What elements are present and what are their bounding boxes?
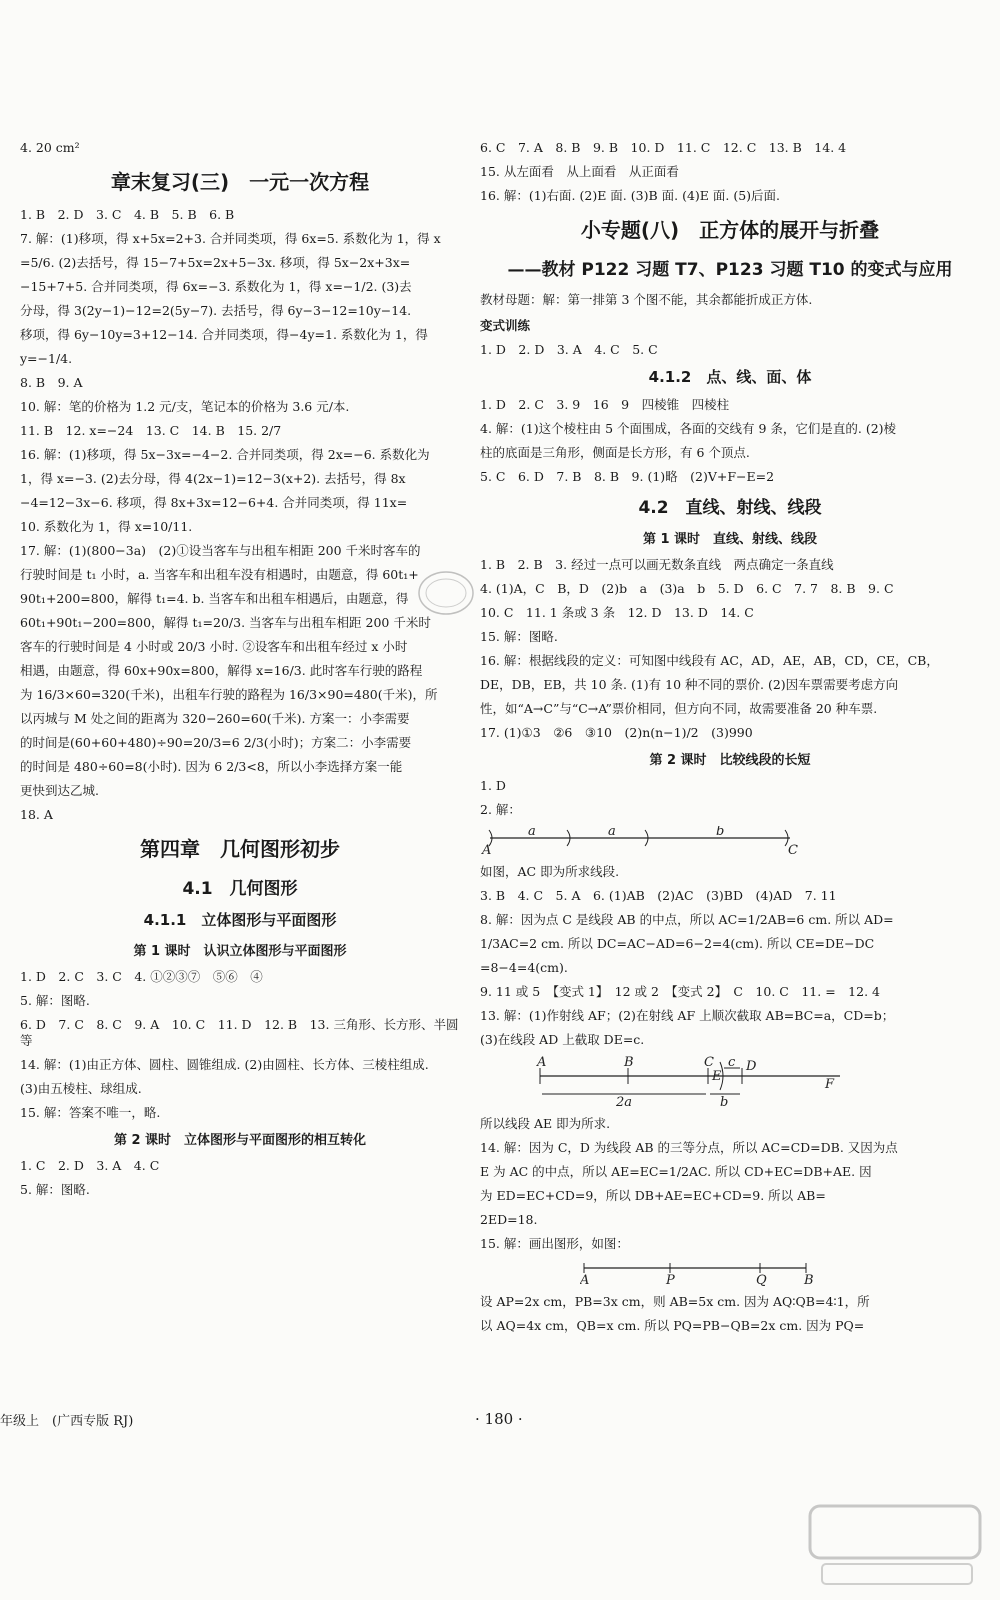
text-line: 为 ED=EC+CD=9，所以 DB+AE=EC+CD=9. 所以 AB=	[480, 1188, 826, 1203]
text-line: 10. 解：笔的价格为 1.2 元/支，笔记本的价格为 3.6 元/本.	[20, 399, 350, 414]
point-label-q: Q	[756, 1273, 767, 1286]
stamp-icon	[416, 568, 476, 618]
section-heading: 第四章 几何图形初步	[140, 837, 340, 861]
segment-label-b: b	[716, 826, 725, 839]
text-line: 设 AP=2x cm，PB=3x cm，则 AB=5x cm. 因为 AQ∶QB=4∶1，所	[480, 1294, 870, 1309]
text-line: 11. B 12. x=−24 13. C 14. B 15. 2/7	[20, 423, 282, 438]
dim-label-c: c	[728, 1056, 736, 1070]
section-heading: 章末复习(三) 一元一次方程	[110, 170, 370, 194]
text-line: 8. 解：因为点 C 是线段 AB 的中点，所以 AC=1/2AB=6 cm. 所以 AD=	[480, 912, 894, 927]
text-line: =5/6. (2)去括号，得 15−7+5x=2x+5−3x. 移项，得 5x−2x+3x=	[20, 255, 411, 270]
text-line: −15+7+5. 合并同类项，得 6x=−3. 系数化为 1，得 x=−1/2. (3)去	[20, 279, 412, 294]
section-heading: 第 1 课时 认识立体图形与平面图形	[133, 944, 347, 959]
text-line: DE，DB，EB，共 10 条. (1)有 10 种不同的票价. (2)因车票需要考虑方向	[480, 677, 899, 692]
text-line: 1. D	[480, 778, 506, 793]
point-label-f: F	[825, 1077, 835, 1092]
text-line: 90t₁+200=800，解得 t₁=4. b. 当客车和出租车相遇后，由题意，得	[20, 591, 409, 606]
footer-edition: 年级上 (广西专版 RJ)	[0, 1414, 134, 1429]
text-line: 5. 解：图略.	[20, 993, 90, 1008]
text-line: 15. 从左面看 从上面看 从正面看	[480, 164, 679, 179]
section-heading: ——教材 P122 习题 T7、P123 习题 T10 的变式与应用	[507, 260, 953, 280]
page-number: · 180 ·	[475, 1410, 523, 1428]
text-line: 16. 解：根据线段的定义：可知图中线段有 AC，AD，AE，AB，CD，CE，CB，	[480, 653, 939, 668]
segment-label-a: a	[608, 826, 616, 839]
text-line: 为 16/3×60=320(千米)，出租车行驶的路程为 16/3×90=480(千米)，所	[20, 687, 438, 702]
text-line: 所以线段 AE 即为所求.	[480, 1116, 611, 1131]
text-line: 4. (1)A，C B，D (2)b a (3)a b 5. D 6. C 7. 7 8. B 9. C	[480, 581, 894, 596]
text-line: =8−4=4(cm).	[480, 960, 568, 975]
section-label: 变式训练	[480, 318, 531, 333]
text-line: 9. 11 或 5 【变式 1】 12 或 2 【变式 2】 C 10. C 11. = 12. 4	[480, 984, 880, 999]
text-line: 8. B 9. A	[20, 375, 83, 390]
text-line: 更快到达乙城.	[20, 783, 99, 798]
right-column	[480, 140, 980, 1342]
text-line: 2ED=18.	[480, 1212, 538, 1227]
text-line: 15. 解：答案不唯一，略.	[20, 1105, 161, 1120]
text-line: 1. B 2. B 3. 经过一点可以画无数条直线 两点确定一条直线	[480, 557, 834, 572]
text-line: 16. 解：(1)移项，得 5x−3x=−4−2. 合并同类项，得 2x=−6. 系数化为	[20, 447, 430, 462]
segment-diagram-apqb	[580, 1260, 910, 1286]
text-line: 15. 解：画出图形，如图：	[480, 1236, 629, 1251]
text-line: 5. 解：图略.	[20, 1182, 90, 1197]
text-line: 的时间是(60+60+480)÷90=20/3=6 2/3(小时)；方案二：小李需要	[20, 735, 412, 750]
text-line: −4=12−3x−6. 移项，得 8x+3x=12−6+4. 合并同类项，得 11x=	[20, 495, 408, 510]
text-line: 13. 解：(1)作射线 AF；(2)在射线 AF 上顺次截取 AB=BC=a，CD=b；	[480, 1008, 895, 1023]
point-label-p: P	[666, 1273, 675, 1286]
text-line: 17. (1)①3 ②6 ③10 (2)n(n−1)/2 (3)990	[480, 725, 753, 740]
text-line: 14. 解：(1)由正方体、圆柱、圆锥组成. (2)由圆柱、长方体、三棱柱组成.	[20, 1057, 429, 1072]
segment-diagram-1	[480, 826, 810, 856]
text-line: 1. D 2. C 3. 9 16 9 四棱锥 四棱柱	[480, 397, 730, 412]
text-line: 的时间是 480÷60=8(小时). 因为 6 2/3<8，所以小李选择方案一能	[20, 759, 403, 774]
text-line: 10. C 11. 1 条或 3 条 12. D 13. D 14. C	[480, 605, 754, 620]
text-line: y=−1/4.	[20, 351, 73, 366]
text-line: 1. C 2. D 3. A 4. C	[20, 1158, 160, 1173]
section-heading: 4.2 直线、射线、线段	[638, 498, 822, 518]
point-label-d: D	[746, 1059, 757, 1074]
text-line: 18. A	[20, 807, 53, 822]
text-line: (3)在线段 AD 上截取 DE=c.	[480, 1032, 645, 1047]
text-line: 以丙城与 M 处之间的距离为 320−260=60(千米). 方案一：小李需要	[20, 711, 410, 726]
text-line: 行驶时间是 t₁ 小时，a. 当客车和出租车没有相遇时，由题意，得 60t₁+	[20, 567, 419, 582]
dim-label-b: b	[720, 1095, 729, 1108]
text-line: 如图，AC 即为所求线段.	[480, 864, 620, 879]
point-label-a: A	[482, 843, 492, 856]
text-line: 1/3AC=2 cm. 所以 DC=AC−AD=6−2=4(cm). 所以 CE=DE−DC	[480, 936, 875, 951]
text-line: E 为 AC 的中点，所以 AE=EC=1/2AC. 所以 CD+EC=DB+AE. 因	[480, 1164, 872, 1179]
text-line: 性，如“A→C”与“C→A”票价相同，但方向不同，故需要准备 20 种车票.	[480, 701, 878, 716]
text-line: 5. C 6. D 7. B 8. B 9. (1)略 (2)V+F−E=2	[480, 469, 775, 484]
point-label-e: E	[712, 1069, 722, 1084]
text-line: 1. D 2. D 3. A 4. C 5. C	[480, 342, 658, 357]
text-line: 教材母题：解：第一排第 3 个图不能，其余都能折成正方体.	[480, 292, 813, 307]
point-label-c: C	[788, 843, 798, 856]
point-label-c: C	[704, 1056, 714, 1070]
watermark-logo-icon	[800, 1500, 990, 1590]
text-line: 17. 解：(1)(800−3a) (2)①设当客车与出租车相距 200 千米时客车的	[20, 543, 421, 558]
text-line: 4. 解：(1)这个棱柱由 5 个面围成，各面的交线有 9 条，它们是直的. (2)棱	[480, 421, 897, 436]
text-line: 柱的底面是三角形，侧面是长方形，有 6 个顶点.	[480, 445, 750, 460]
text-line: 1. B 2. D 3. C 4. B 5. B 6. B	[20, 207, 235, 222]
text-line: 以 AQ=4x cm，QB=x cm. 所以 PQ=PB−QB=2x cm. 因为 PQ=	[480, 1318, 865, 1333]
text-line: 15. 解：图略.	[480, 629, 558, 644]
point-label-b: B	[804, 1273, 814, 1286]
text-line: 客车的行驶时间是 4 小时或 20/3 小时. ②设客车和出租车经过 x 小时	[20, 639, 408, 654]
section-heading: 第 2 课时 立体图形与平面图形的相互转化	[113, 1133, 367, 1148]
section-heading: 4.1 几何图形	[182, 879, 298, 899]
section-heading: 小专题(八) 正方体的展开与折叠	[580, 218, 880, 242]
text-line: 7. 解：(1)移项，得 x+5x=2+3. 合并同类项，得 6x=5. 系数化为 1，得 x	[20, 231, 441, 246]
section-heading: 第 2 课时 比较线段的长短	[649, 753, 811, 768]
section-heading: 4.1.1 立体图形与平面图形	[143, 911, 337, 929]
ray-diagram-af	[480, 1056, 840, 1108]
text-line: 移项，得 6y−10y=3+12−14. 合并同类项，得−4y=1. 系数化为 1，得	[20, 327, 428, 342]
text-line: 6. C 7. A 8. B 9. B 10. D 11. C 12. C 13. B 14. 4	[480, 140, 847, 155]
section-heading: 4.1.2 点、线、面、体	[648, 368, 812, 386]
dim-label-2a: 2a	[616, 1095, 633, 1108]
text-line: 分母，得 3(2y−1)−12=2(5y−7). 去括号，得 6y−3−12=10y−14.	[20, 303, 412, 318]
text-line: 10. 系数化为 1，得 x=10/11.	[20, 519, 193, 534]
text-line: 1，得 x=−3. (2)去分母，得 4(2x−1)=12−3(x+2). 去括号，得 8x	[20, 471, 406, 486]
text-line: (3)由五棱柱、球组成.	[20, 1081, 142, 1096]
left-column	[20, 140, 460, 1206]
text-line: 3. B 4. C 5. A 6. (1)AB (2)AC (3)BD (4)AD 7. 11	[480, 888, 837, 903]
point-label-a: A	[580, 1273, 590, 1286]
text-line: 4. 20 cm²	[20, 140, 80, 155]
point-label-b: B	[624, 1056, 634, 1070]
text-line: 1. D 2. C 3. C 4. ①②③⑦ ⑤⑥ ④	[20, 969, 263, 984]
text-line: 6. D 7. C 8. C 9. A 10. C 11. D 12. B 13. 三角形、长方形、半圆等	[20, 1017, 459, 1048]
text-line: 60t₁+90t₁−200=800，解得 t₁=20/3. 当客车与出租车相距 200 千米时	[20, 615, 431, 630]
text-line: 16. 解：(1)右面. (2)E 面. (3)B 面. (4)E 面. (5)后面.	[480, 188, 781, 203]
segment-label-a: a	[528, 826, 536, 839]
text-line: 2. 解：	[480, 802, 521, 817]
section-heading: 第 1 课时 直线、射线、线段	[642, 532, 818, 547]
text-line: 相遇，由题意，得 60x+90x=800，解得 x=16/3. 此时客车行驶的路程	[20, 663, 423, 678]
text-line: 14. 解：因为 C，D 为线段 AB 的三等分点，所以 AC=CD=DB. 又因为点	[480, 1140, 898, 1155]
point-label-a: A	[537, 1056, 547, 1070]
